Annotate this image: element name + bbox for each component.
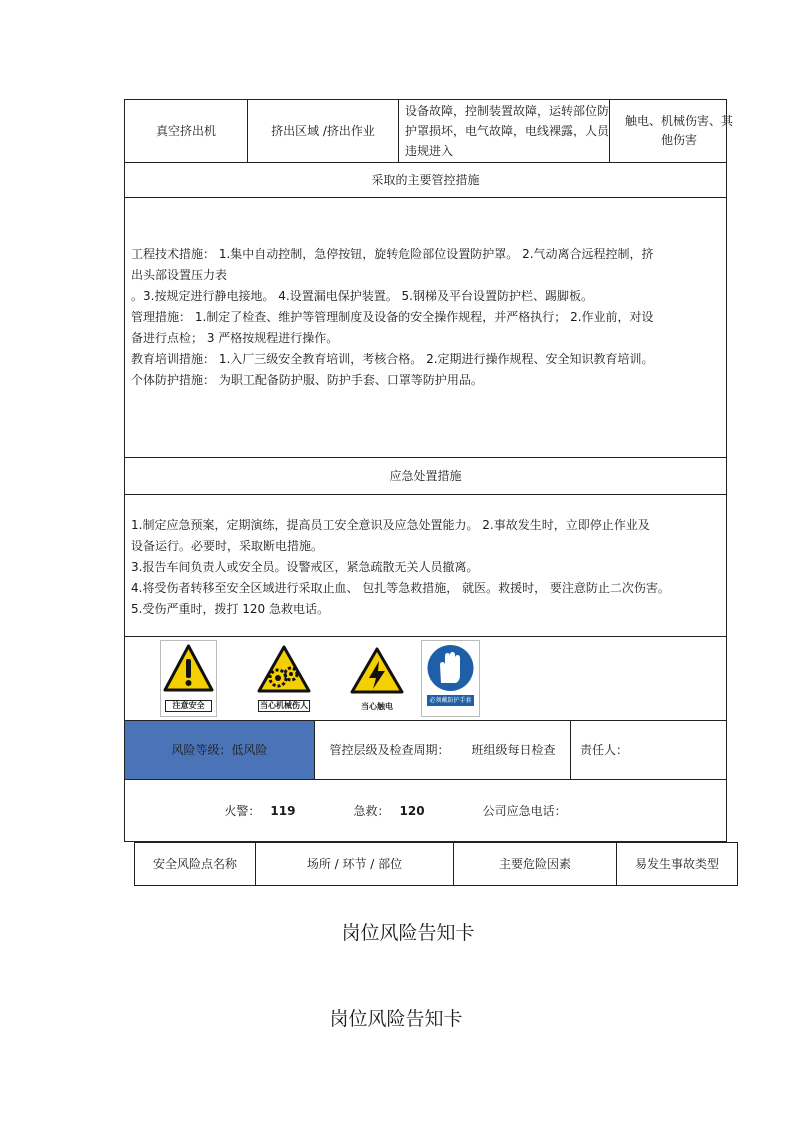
- sign-gloves: [421, 640, 480, 717]
- sign-caution-safety: [160, 640, 217, 717]
- aid-label: 急救：: [353, 803, 390, 818]
- responsible-cell: 责任人：: [580, 742, 629, 757]
- sign-caption: 必须戴防护手套: [427, 695, 474, 706]
- control-level-value: 班组级每日检查: [471, 742, 556, 757]
- exclamation-triangle-icon: [161, 641, 216, 697]
- control-line: 出头部设置压力表: [131, 268, 228, 282]
- control-level-label: 管控层级及检查周期：: [329, 742, 450, 757]
- fire-label: 火警：: [224, 803, 261, 818]
- page-title-repeat: 岗位风险告知卡: [329, 1008, 463, 1030]
- lightning-triangle-icon: [347, 644, 407, 698]
- aid-number: 120: [399, 803, 425, 818]
- header-location: 场所 / 环节 / 部位: [306, 856, 403, 871]
- column-header-table: [134, 842, 738, 886]
- emergency-line: 1.制定应急预案，定期演练，提高员工安全意识及应急处置能力。 2.事故发生时，立即停止作业及: [131, 518, 650, 532]
- emergency-line: 设备运行。必要时，采取断电措施。: [131, 539, 324, 553]
- risk-factors-cell: 设备故障，控制装置故障，运转部位防护罩损坏，电气故障，电线裸露，人员违规进入: [405, 104, 610, 158]
- control-measures-header: 采取的主要管控措施: [371, 172, 480, 187]
- header-risk-factors: 主要危险因素: [498, 856, 571, 871]
- control-line: 备进行点检； 3 严格按规程进行操作。: [131, 331, 339, 345]
- risk-card: [124, 99, 733, 842]
- sign-mechanical-injury: [253, 640, 315, 717]
- emergency-line: 5.受伤严重时，拨打 120 急救电话。: [131, 602, 329, 616]
- sign-electric-shock: [346, 643, 408, 717]
- safety-signs-row: [125, 637, 726, 720]
- emergency-line: 4.将受伤者转移至安全区域进行采取止血、 包扎等急救措施， 就医。救援时， 要注意防止二次伤害。: [131, 581, 670, 595]
- sign-caption: 当心触电: [361, 702, 393, 711]
- sign-caption: 注意安全: [165, 700, 212, 712]
- control-level-cell: [315, 721, 570, 779]
- control-line: 。3.按规定进行静电接地。 4.设置漏电保护装置。 5.钢梯及平台设置防护栏、踢脚板。: [131, 289, 593, 303]
- equipment-cell: 真空挤出机: [155, 123, 216, 138]
- page-title: 岗位风险告知卡: [341, 922, 475, 944]
- gears-triangle-icon: [254, 641, 314, 697]
- emergency-line: 3.报告车间负责人或安全员。设警戒区，紧急疏散无关人员撤离。: [131, 560, 479, 574]
- company-phone-label: 公司应急电话：: [482, 803, 567, 818]
- control-line: 个体防护措施： 为职工配备防护服、防护手套、口罩等防护用品。: [131, 373, 483, 387]
- sign-caption: 当心机械伤人: [260, 701, 308, 710]
- emergency-text: [131, 515, 727, 620]
- accident-types-cell: 触电、机械伤害、其他伤害: [624, 114, 733, 147]
- control-measures-text: [131, 244, 727, 391]
- header-accident-types: 易发生事故类型: [634, 856, 719, 871]
- control-line: 工程技术措施： 1.集中自动控制，急停按钮，旋转危险部位设置防护罩。 2.气动离合远程控制，挤: [131, 247, 654, 261]
- fire-number: 119: [270, 803, 296, 818]
- glove-icon: [422, 641, 479, 695]
- emergency-phones-row: [125, 780, 726, 842]
- risk-level-cell: 风险等级：低风险: [125, 721, 314, 779]
- location-cell: 挤出区域 /挤出作业: [271, 123, 375, 138]
- emergency-header: 应急处置措施: [389, 468, 462, 483]
- header-risk-point: 安全风险点名称: [152, 856, 237, 871]
- control-line: 教育培训措施： 1.入厂三级安全教育培训，考核合格。 2.定期进行操作规程、安全知识教育培训。: [131, 352, 654, 366]
- control-line: 管理措施： 1.制定了检查、维护等管理制度及设备的安全操作规程，并严格执行； 2.作业前，对设: [131, 310, 654, 324]
